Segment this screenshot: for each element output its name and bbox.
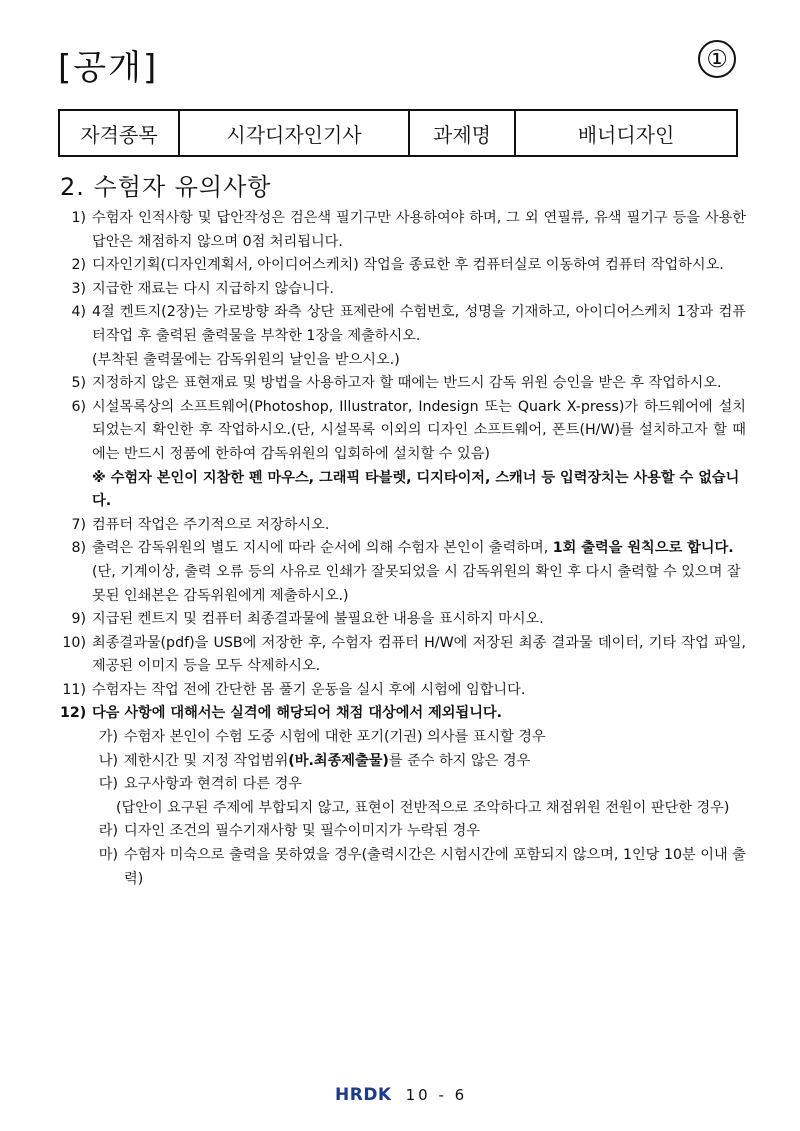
item-text: 수험자 인적사항 및 답안작성은 검은색 필기구만 사용하여야 하며, 그 외 연필류, 유색 필기구 등을 사용한 답안은 채점하지 않으며 0점 처리됩니다. [92, 210, 746, 250]
sub-item [60, 844, 746, 891]
list-item [60, 278, 746, 302]
sub-item [60, 820, 746, 844]
section-title: 2. 수험자 유의사항 [60, 173, 272, 201]
sub-item-text-emphasis: (바.최종제출물) [288, 752, 389, 769]
sub-item [60, 773, 746, 797]
sub-item-number: 가) [98, 729, 118, 746]
item-note: (단, 기계이상, 출력 오류 등의 사유로 인쇄가 잘못되었을 시 감독위원의 확인 후 다시 출력할 수 있으며 잘못된 인쇄본은 감독위원에게 제출하시오.) [92, 563, 741, 604]
list-item [60, 301, 746, 348]
list-item [60, 632, 746, 679]
list-item [60, 207, 746, 254]
item-number: 12) [60, 705, 87, 722]
value-task: 배너디자인 [515, 110, 737, 156]
item-number: 10) [62, 634, 86, 651]
item-note: (부착된 출력물에는 감독위원의 날인을 받으시오.) [92, 351, 400, 368]
sub-item-text: 요구사항과 현격히 다른 경우 [124, 776, 302, 793]
item-number: 11) [62, 681, 86, 698]
document-tag: [공개] [58, 48, 159, 88]
instruction-list [60, 207, 746, 891]
item-number: 7) [71, 516, 86, 533]
list-item [60, 702, 746, 726]
list-item [60, 514, 746, 538]
item-text: 최종결과물(pdf)을 USB에 저장한 후, 수험자 컴퓨터 H/W에 저장된 최종 결과물 데이터, 기타 작업 파일, 제공된 이미지 등을 모두 삭제하시오. [92, 634, 746, 675]
sub-item-note: (답안이 요구된 주제에 부합되지 않고, 표현이 전반적으로 조악하다고 채점위원 전원이 판단한 경우) [116, 799, 730, 816]
sub-item-text [124, 750, 746, 774]
item-text: 디자인기획(디자인계획서, 아이디어스케치) 작업을 종료한 후 컴퓨터실로 이동하여 컴퓨터 작업하시오. [92, 257, 724, 274]
hrdk-logo: HRDK [335, 1085, 392, 1105]
sub-item-text: 수험자 본인이 수험 도중 시험에 대한 포기(기권) 의사를 표시할 경우 [124, 729, 546, 746]
item-number: 6) [71, 398, 86, 415]
sub-item [60, 726, 746, 750]
item-text: 4절 켄트지(2장)는 가로방향 좌측 상단 표제란에 수험번호, 성명을 기재하고, 아이디어스케치 1장과 컴퓨터작업 후 출력된 출력물을 부착한 1장을 제출하시오. [92, 304, 746, 344]
sub-item-number: 다) [98, 776, 118, 793]
sub-item-text: 디자인 조건의 필수기재사항 및 필수이미지가 누락된 경우 [124, 823, 480, 840]
value-qualification: 시각디자인기사 [179, 110, 409, 156]
label-task: 과제명 [409, 110, 515, 156]
item-text: 시설목록상의 소프트웨어(Photoshop, Illustrator, Indesign 또는 Quark X-press)가 하드웨어에 설치되었는지 확인한 후 작업하시오.(단, 시설목록 이외의 디자인 소프트웨어, 폰트(H/W)를 설치하고자 할 때에는 반드시 정품에 한하여 감독위원의 입회하에 설치할 수 있음) [92, 398, 746, 462]
item-text: 지정하지 않은 표현재료 및 방법을 사용하고자 할 때에는 반드시 감독 위원 승인을 받은 후 작업하시오. [92, 375, 722, 392]
list-item [60, 679, 746, 703]
sub-item-text: 수험자 미숙으로 출력을 못하였을 경우(출력시간은 시험시간에 포함되지 않으며, 1인당 10분 이내 출력) [124, 847, 746, 887]
page-number: 10 - 6 [405, 1086, 468, 1104]
item-text: 지급된 켄트지 및 컴퓨터 최종결과물에 불필요한 내용을 표시하지 마시오. [92, 611, 544, 628]
list-item [60, 396, 746, 467]
item-text: 지급한 재료는 다시 지급하지 않습니다. [92, 280, 334, 297]
list-item [60, 372, 746, 396]
sub-item-text-tail: 를 준수 하지 않은 경우 [388, 752, 531, 769]
sub-item [60, 750, 746, 774]
item-number: 9) [71, 611, 86, 628]
list-item [60, 254, 746, 278]
item-text: 수험자는 작업 전에 간단한 몸 풀기 운동을 실시 후에 시험에 임합니다. [92, 681, 526, 698]
item-number: 4) [71, 304, 86, 321]
item-text: 다음 사항에 대해서는 실격에 해당되어 채점 대상에서 제외됩니다. [92, 705, 503, 722]
list-item [60, 608, 746, 632]
sub-item-number: 라) [98, 823, 118, 840]
item-number: 1) [71, 210, 86, 226]
info-table [58, 109, 738, 157]
item-number: 5) [71, 375, 86, 392]
sub-item-number: 나) [98, 752, 118, 769]
item-text [92, 537, 746, 561]
item-number: 3) [71, 280, 86, 297]
page-mark: ① [698, 40, 736, 78]
item-text-emphasis: 1회 출력을 원칙으로 합니다. [552, 540, 734, 557]
label-qualification: 자격종목 [59, 110, 179, 156]
item-text-main: 출력은 감독위원의 별도 지시에 따라 순서에 의해 수험자 본인이 출력하며, [92, 540, 553, 557]
sub-item-text-main: 제한시간 및 지정 작업범위 [124, 752, 289, 769]
item-text: 컴퓨터 작업은 주기적으로 저장하시오. [92, 516, 330, 533]
item-number: 2) [71, 257, 86, 274]
sub-item-number: 마) [98, 847, 118, 864]
page-footer [335, 1085, 467, 1105]
input-device-warning: ※ 수험자 본인이 지참한 펜 마우스, 그래픽 타블렛, 디지타이저, 스캐너 등 입력장치는 사용할 수 없습니다. [92, 469, 740, 510]
list-item [60, 537, 746, 561]
item-number: 8) [71, 540, 86, 557]
